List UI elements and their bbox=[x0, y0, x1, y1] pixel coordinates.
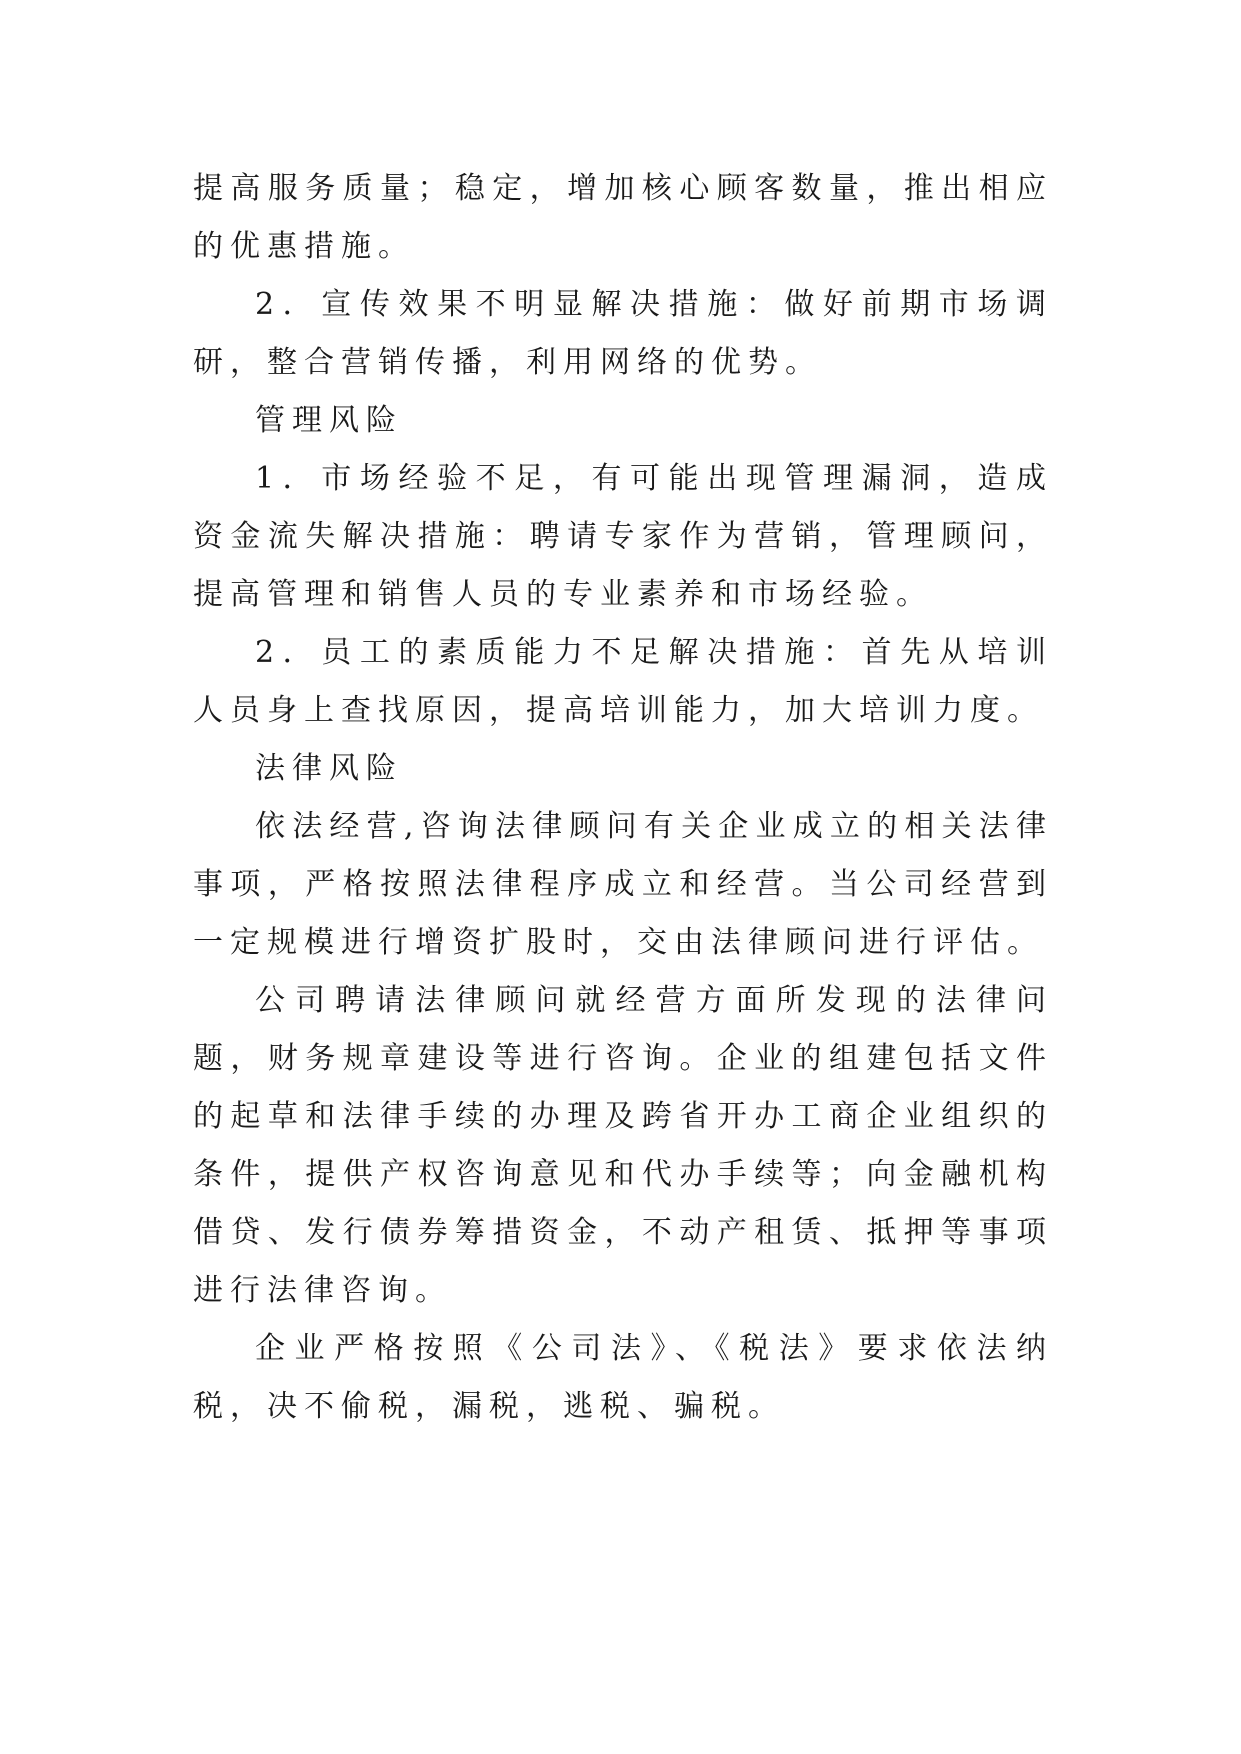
section-heading-legal-risk: 法律风险 bbox=[255, 751, 403, 786]
paragraph-service-quality: 提高服务质量；稳定，增加核心顾客数量，推出相应的优惠措施。 bbox=[193, 171, 1053, 264]
document-body bbox=[193, 160, 1053, 1436]
paragraph-lawful-operation: 依法经营,咨询法律顾问有关企业成立的相关法律事项，严格按照法律程序成立和经营。当公司经营到一定规模进行增资扩股时，交由法律顾问进行评估。 bbox=[193, 809, 1053, 960]
paragraph-market-experience: 1．市场经验不足，有可能出现管理漏洞，造成资金流失解决措施：聘请专家作为营销，管理顾问，提高管理和销售人员的专业素养和市场经验。 bbox=[193, 461, 1053, 612]
paragraph-tax-compliance: 企业严格按照《公司法》、《税法》要求依法纳税，决不偷税，漏税，逃税、骗税。 bbox=[193, 1331, 1053, 1424]
paragraph-promotion-risk: 2．宣传效果不明显解决措施：做好前期市场调研，整合营销传播，利用网络的优势。 bbox=[193, 287, 1053, 380]
paragraph-staff-ability: 2．员工的素质能力不足解决措施：首先从培训人员身上查找原因，提高培训能力，加大培训力度。 bbox=[193, 635, 1053, 728]
section-heading-management-risk: 管理风险 bbox=[255, 403, 403, 438]
paragraph-legal-counsel: 公司聘请法律顾问就经营方面所发现的法律问题，财务规章建设等进行咨询。企业的组建包括文件的起草和法律手续的办理及跨省开办工商企业组织的条件，提供产权咨询意见和代办手续等；向金融机构借贷、发行债券筹措资金，不动产租赁、抵押等事项进行法律咨询。 bbox=[193, 983, 1053, 1308]
